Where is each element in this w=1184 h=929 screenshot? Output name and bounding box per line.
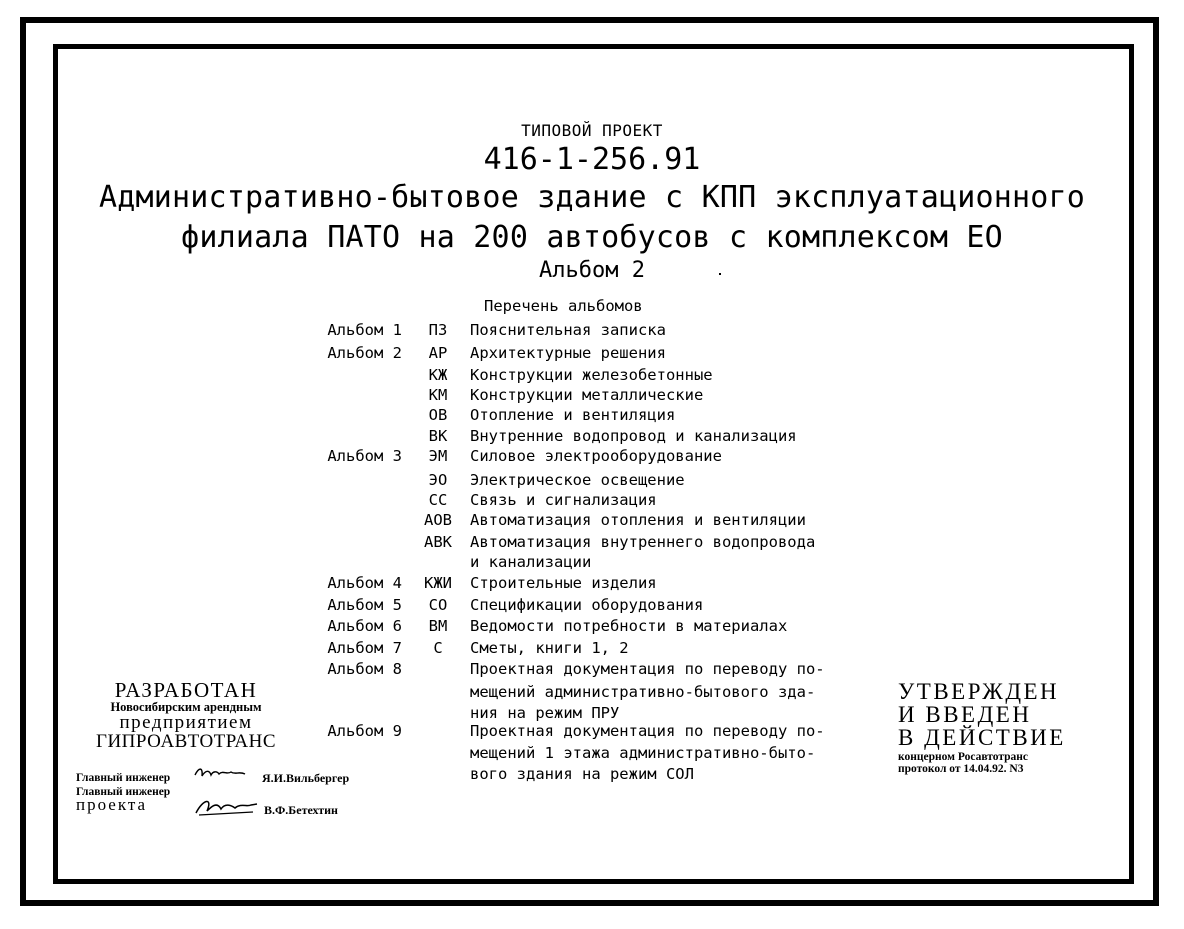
album-label: Альбом 8 — [327, 660, 402, 678]
album-description: Конструкции металлические — [470, 386, 704, 404]
album-label: Альбом 1 — [327, 321, 402, 339]
chief-engineer-name: Я.И.Вильбергер — [262, 771, 350, 785]
albums-list-heading: Перечень альбомов — [484, 297, 643, 315]
album-label: Альбом 4 — [327, 574, 402, 592]
album-description: Архитектурные решения — [470, 344, 666, 362]
album-description: ния на режим ПРУ — [470, 704, 620, 722]
album-code: С — [433, 639, 443, 657]
project-engineer-label1: Главный инженер — [76, 786, 171, 798]
album-code: АВК — [424, 533, 452, 551]
album-code: КЖ — [428, 366, 448, 384]
album-description: мещений административно-бытового зда- — [470, 683, 816, 701]
album-description: Пояснительная записка — [470, 321, 666, 339]
project-type: ТИПОВОЙ ПРОЕКТ — [521, 121, 663, 140]
album-code: ОВ — [428, 406, 448, 424]
album-description: мещений 1 этажа административно-быто- — [470, 744, 816, 762]
album-description: Ведомости потребности в материалах — [470, 617, 788, 635]
album-code: ПЗ — [428, 321, 448, 339]
developer-line3: предприятием — [119, 712, 253, 733]
project-engineer-label2: проекта — [76, 795, 148, 814]
album-description: Внутренние водопровод и канализация — [470, 427, 797, 445]
chief-engineer-label: Главный инженер — [76, 772, 171, 784]
album-description: Силовое электрооборудование — [470, 447, 722, 465]
album-description: Автоматизация отопления и вентиляции — [470, 511, 806, 529]
album-code: СО — [428, 596, 448, 614]
album-description: Электрическое освещение — [470, 471, 685, 489]
developer-block — [75, 680, 297, 752]
approval-block — [898, 680, 1098, 775]
approval-line1: УТВЕРЖДЕН — [898, 679, 1060, 704]
album-label: Альбом 2 — [327, 344, 402, 362]
approval-line5: протокол от 14.04.92. N3 — [898, 763, 1024, 775]
project-engineer-name: В.Ф.Бетехтин — [264, 803, 338, 817]
album-description: Проектная документация по переводу по- — [470, 722, 825, 740]
album-label: Альбом 6 — [327, 617, 402, 635]
album-code: ЭМ — [428, 447, 448, 465]
project-engineer-signature — [193, 795, 261, 819]
project-number: 416-1-256.91 — [483, 142, 701, 177]
project-name-line2: филиала ПАТО на 200 автобусов с комплексом ЕО — [181, 220, 1003, 255]
album-description: Отопление и вентиляция — [470, 406, 676, 424]
album-description: Строительные изделия — [470, 574, 657, 592]
album-description: вого здания на режим СОЛ — [470, 765, 694, 783]
album-description: Сметы, книги 1, 2 — [470, 639, 629, 657]
album-code: ВМ — [428, 617, 448, 635]
album-description: Спецификации оборудования — [470, 596, 704, 614]
approval-line3: В ДЕЙСТВИЕ — [898, 725, 1066, 750]
stray-dot — [719, 273, 721, 275]
album-code: АОВ — [424, 511, 452, 529]
album-code: ВК — [428, 427, 448, 445]
album-code: АР — [428, 344, 448, 362]
album-label: Альбом 9 — [327, 722, 402, 740]
developer-line2: Новосибирским арендным — [110, 700, 262, 714]
album-title: Альбом 2 — [539, 258, 645, 283]
album-description: и канализации — [470, 553, 592, 571]
project-name-line1: Административно-бытовое здание с КПП эксплуатационного — [98, 180, 1086, 215]
album-code: ЭО — [428, 471, 448, 489]
album-label: Альбом 5 — [327, 596, 402, 614]
approval-line2: И ВВЕДЕН — [898, 702, 1032, 727]
album-code: КЖИ — [424, 574, 452, 592]
album-description: Автоматизация внутреннего водопровода — [470, 533, 816, 551]
album-description: Связь и сигнализация — [470, 491, 657, 509]
album-description: Конструкции железобетонные — [470, 366, 713, 384]
chief-engineer-signature — [193, 765, 253, 781]
album-code: КМ — [428, 386, 448, 404]
album-description: Проектная документация по переводу по- — [470, 660, 825, 678]
approval-line4: концерном Росавтотранс — [898, 751, 1029, 763]
album-label: Альбом 7 — [327, 639, 402, 657]
album-label: Альбом 3 — [327, 447, 402, 465]
developer-line4: ГИПРОАВТОТРАНС — [95, 731, 277, 752]
album-code: СС — [428, 491, 448, 509]
developer-line1: РАЗРАБОТАН — [114, 678, 258, 702]
